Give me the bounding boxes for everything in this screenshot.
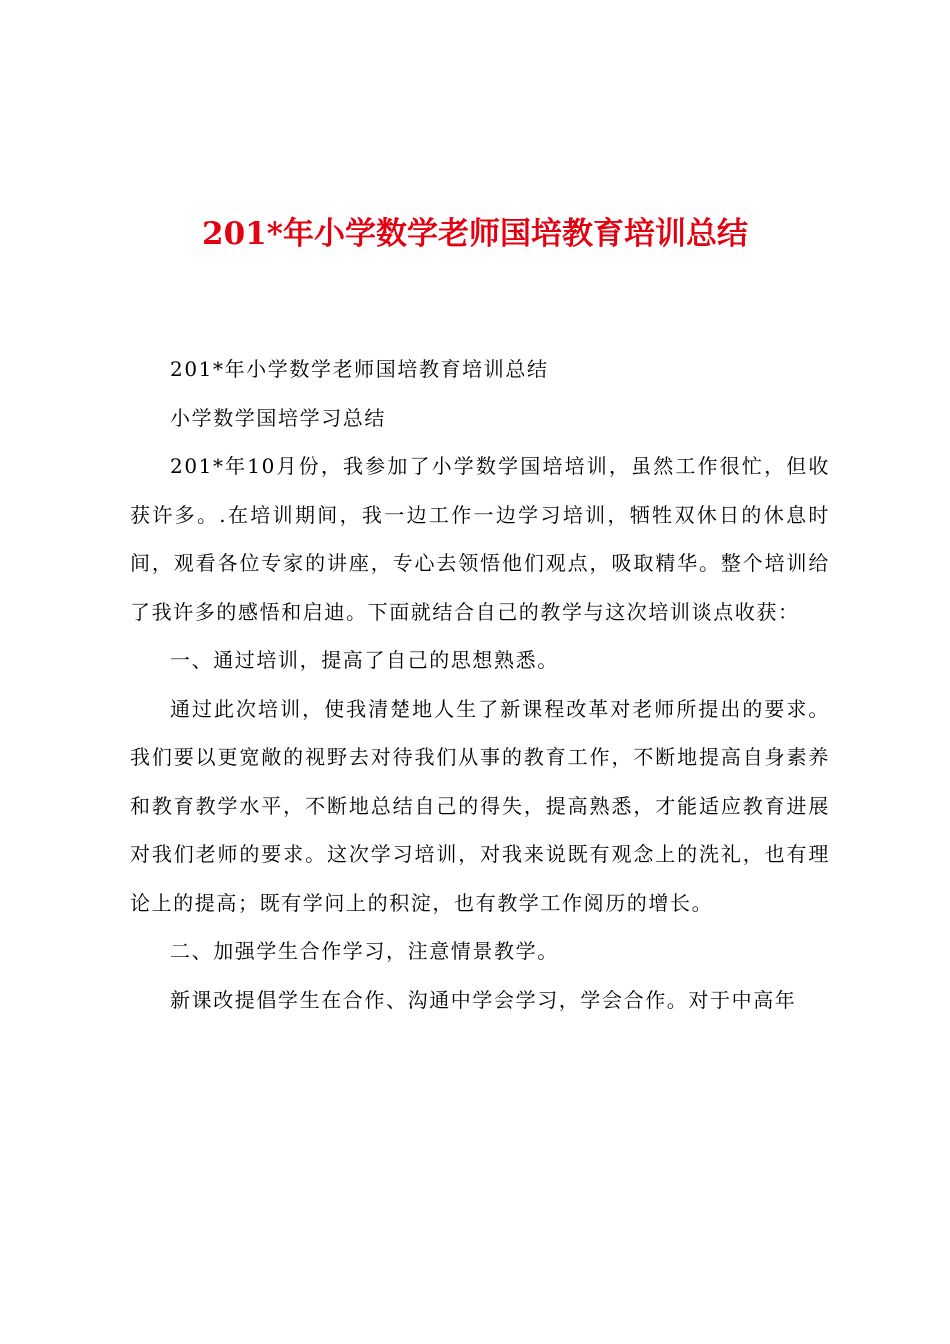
- document-body: [130, 345, 830, 1024]
- paragraph-section-2: 新课改提倡学生在合作、沟通中学会学习，学会合作。对于中高年: [170, 987, 797, 1012]
- section-heading-2: 二、加强学生合作学习，注意情景教学。: [170, 939, 559, 963]
- paragraph-intro: 201*年10月份，我参加了小学数学国培培训，虽然工作很忙，但收获许多。.在培训期间，我一边工作一边学习培训，牺牲双休日的休息时间，观看各位专家的讲座，专心去领悟他们观点，吸取精华。整个培训给了我许多的感悟和启迪。下面就结合自己的教学与这次培训谈点收获：: [130, 454, 830, 624]
- paragraph-subtitle: 小学数学国培学习总结: [170, 405, 386, 430]
- document-title: 201*年小学数学老师国培教育培训总结: [202, 216, 748, 252]
- paragraph-heading: 201*年小学数学老师国培教育培训总结: [170, 357, 549, 381]
- paragraph-section-1: 通过此次培训，使我清楚地人生了新课程改革对老师所提出的要求。我们要以更宽敞的视野去对待我们从事的教育工作，不断地提高自身素养和教育教学水平，不断地总结自己的得失，提高熟悉，才能适应教育进展对我们老师的要求。这次学习培训，对我来说既有观念上的洗礼，也有理论上的提高；既有学问上的积淀，也有教学工作阅历的增长。: [130, 696, 830, 915]
- section-heading-1: 一、通过培训，提高了自己的思想熟悉。: [170, 648, 559, 672]
